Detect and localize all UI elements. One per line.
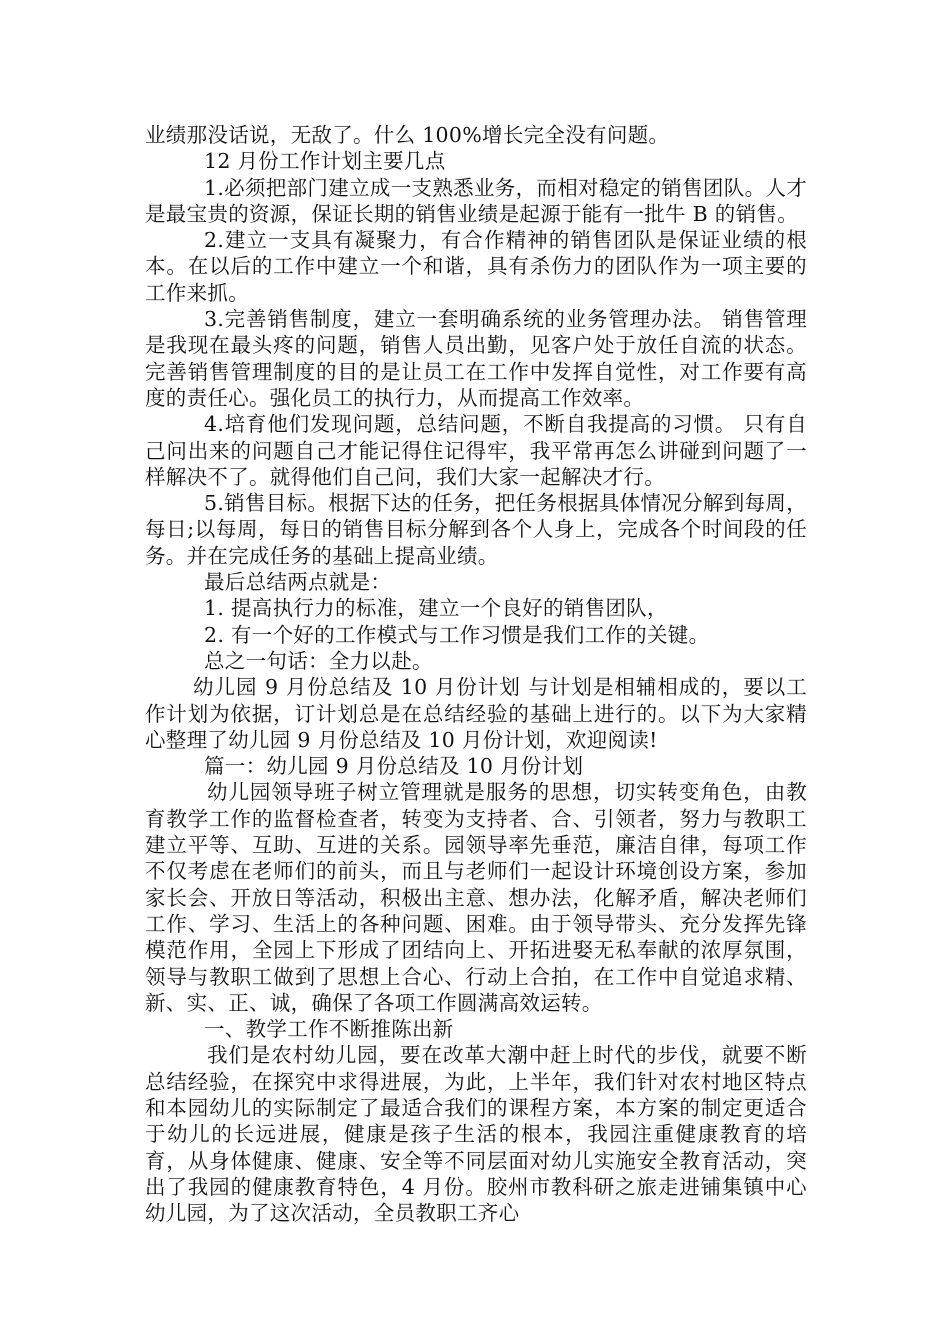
paragraph-summary-2: 2. 有一个好的工作模式与工作习惯是我们工作的关键。 xyxy=(204,622,710,647)
paragraph-point-5: 5.销售目标。根据下达的任务，把任务根据具体情况分解到每周，每日;以每周，每日的销售目标分解到各个人身上，完成各个时间段的任务。并在完成任务的基础上提高业绩。 xyxy=(145,491,807,568)
paragraph-point-2: 2.建立一支具有凝聚力，有合作精神的销售团队是保证业绩的根本。在以后的工作中建立一个和谐，具有杀伤力的团队作为一项主要的工作来抓。 xyxy=(145,228,807,305)
heading-december-plan: 12 月份工作计划主要几点 xyxy=(204,149,446,174)
heading-article-one: 篇一：幼儿园 9 月份总结及 10 月份计划 xyxy=(204,754,584,779)
paragraph-kindergarten-intro: 幼儿园 9 月份总结及 10 月份计划 与计划是相辅相成的，要以工作计划为依据，订计划总是在总结经验的基础上进行的。以下为大家精心整理了幼儿园 9 月份总结及 10 月份计划，欢迎阅读! xyxy=(145,675,807,752)
paragraph-point-4: 4.培育他们发现问题，总结问题，不断自我提高的习惯。 只有自己问出来的问题自己才能记得住记得牢，我平常再怎么讲碰到问题了一样解决不了。就得他们自己问，我们大家一起解决才行。 xyxy=(145,412,807,489)
paragraph-summary-heading: 最后总结两点就是： xyxy=(204,570,392,595)
heading-section-one: 一、教学工作不断推陈出新 xyxy=(204,1017,454,1042)
paragraph-point-1: 1.必须把部门建立成一支熟悉业务，而相对稳定的销售团队。人才是最宝贵的资源，保证长期的销售业绩是起源于能有一批牛 B 的销售。 xyxy=(145,175,807,226)
paragraph-teaching-work: 我们是农村幼儿园，要在改革大潮中赶上时代的步伐，就要不断总结经验，在探究中求得进展，为此，上半年，我们针对农村地区特点和本园幼儿的实际制定了最适合我们的课程方案，本方案的制定更适合于幼儿的长远进展，健康是孩子生活的根本，我园注重健康教育的培育，从身体健康、健康、安全等不同层面对幼儿实施安全教育活动，突出了我园的健康教育特色，4 月份。胶州市教科研之旅走进铺集镇中心幼儿园，为了这次活动，全员教职工齐心 xyxy=(145,1043,807,1226)
paragraph-intro-line: 业绩那没话说，无敌了。什么 100%增长完全没有问题。 xyxy=(145,123,670,147)
paragraph-leadership: 幼儿园领导班子树立管理就是服务的思想，切实转变角色，由教育教学工作的监督检查者，转变为支持者、合、引领者，努力与教职工建立平等、互助、互进的关系。园领导率先垂范，廉洁自律，每项工作不仅考虑在老师们的前头，而且与老师们一起设计环境创设方案，参加家长会、开放日等活动，积极出主意、想办法，化解矛盾，解决老师们工作、学习、生活上的各种问题、困难。由于领导带头、充分发挥先锋模范作用，全园上下形成了团结向上、开拓进娶无私奉献的浓厚氛围，领导与教职工做到了思想上合心、行动上合拍，在工作中自觉追求精、新、实、正、诚，确保了各项工作圆满高效运转。 xyxy=(145,780,807,1015)
document-page xyxy=(145,122,807,1226)
paragraph-summary-1: 1. 提高执行力的标准，建立一个良好的销售团队， xyxy=(204,596,668,621)
paragraph-conclusion: 总之一句话：全力以赴。 xyxy=(204,648,433,673)
paragraph-point-3: 3.完善销售制度，建立一套明确系统的业务管理办法。 销售管理是我现在最头疼的问题，销售人员出勤，见客户处于放任自流的状态。完善销售管理制度的目的是让员工在工作中发挥自觉性，对工作要有高度的责任心。强化员工的执行力，从而提高工作效率。 xyxy=(145,307,807,410)
